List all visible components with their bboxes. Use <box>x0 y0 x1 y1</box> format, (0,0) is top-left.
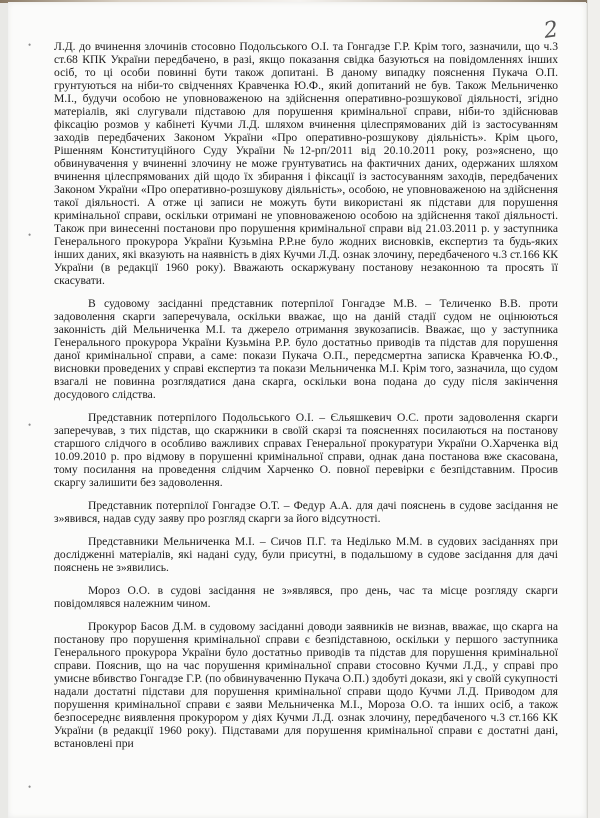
paragraph-moroz-absence: Мороз О.О. в судові засідання не з»являвся, про день, час та місце розгляду скарги повідомлявся належним чином. <box>54 584 558 610</box>
scan-right-edge <box>587 0 600 818</box>
handwritten-page-number: 2 <box>542 17 560 44</box>
document-body <box>54 40 558 760</box>
paragraph-prosecutor-position: Прокурор Басов Д.М. в судовому засіданні доводи заявників не визнав, вважає, що скарга на постанову про порушення кримінальної справи є безпідставною, оскільки у першого заступника Генерального прокурора України було достатньо приводів та підстав для порушення кримінальної справи. Пояснив, що на час порушення кримінальної справи стосовно Кучми Л.Д., у справі про умисне вбивство Гонгадзе Г.Р. (по обвинуваченню Пукача О.П.) здобуті докази, які у своїй сукупності надали достатні підстави для порушення кримінальної справи щодо Кучми Л.Д. Приводом для порушення кримінальної справи є заяви Мельниченка М.І., Мороза О.О. та інших осіб, а також безпосереднє виявлення прокурором у діях Кучми Л.Д. ознак злочину, передбаченого ч.3 ст.166 КК України (в редакції 1960 року). Підставами для порушення кримінальної справи є достатні дані, встановлені при <box>54 620 558 750</box>
paragraph-complaint-arguments: Л.Д. до вчинення злочинів стосовно Подольського О.І. та Гонгадзе Г.Р. Крім того, зазначили, що ч.3 ст.68 КПК України передбачено, в разі, якщо показання свідка базуються на повідомленнях інших осіб, то ці особи повинні бути також допитані. В даному випадку пояснення Пукача О.П. грунтуються на ніби-то свідченнях Кравченка Ю.Ф., який допитаний не був. Також Мельниченко М.І., будучи особою не уповноваженою на здійснення оперативно-розшукової діяльності, згідно матеріалів, які слугували підставою для порушення кримінальної справи, ніби-то здійснював фіксацію розмов у кабінеті Кучми Л.Д. шляхом вчинення цілеспрямованих дій із застосуванням заходів передбачених Законом України «Про оперативно-розшукову діяльність». Крім цього, Рішенням Конституційного Суду України №12-рп/2011 від 20.10.2011 року, роз»яснено, що обвинувачення у вчиненні злочину не може грунтуватись на фактичних даних, одержаних шляхом вчинення цілеспрямованих дій щодо їх збирання і фіксації із застосуванням заходів, передбачених Законом України «Про оперативно-розшукову діяльність», особою, не уповноваженою на здійснення такої діяльності. А отже ці записи не можуть бути використані як підстави для порушення кримінальної справи, оскільки отримані не уповноваженою особою на здійснення такої діяльності. Також при винесенні постанови про порушення кримінальної справи від 21.03.2011 р. у заступника Генерального прокурора України Кузьміна Р.Р.не було жодних висновків, експертиз та будь-яких інших даних, які вказують на наявність в діях Кучми Л.Д. ознак злочину, передбаченого ч.3 ст.166 КК України (в редакції 1960 року). Вважають оскаржувану постанову незаконною та просять її скасувати. <box>54 40 558 287</box>
paragraph-yeliashkevych-position: Представник потерпілого Подольського О.І. – Єльяшкевич О.С. проти задоволення скарги заперечував, з тих підстав, що скаржники в своїй скарзі та поясненнях посилаються на постанову старшого слідчого в особливо важливих справах Генеральної прокуратури України О.Харченка від 10.09.2010 р. про відмову в порушенні кримінальної справи, однак дана постанова вже скасована, тому посилання на проведення слідчим Харченко О. повної перевірки є безпідставним. Просив скаргу залишити без задоволення. <box>54 411 558 489</box>
punch-hole-mark: • <box>28 40 32 50</box>
paragraph-telychenko-position: В судовому засіданні представник потерпілої Гонгадзе М.В. – Теличенко В.В. проти задоволення скарги заперечувала, оскільки вважає, що на даній стадії судом не оцінюються законність дій Мельниченка М.І. та джерело отримання звукозаписів. Вважає, що у заступника Генерального прокурора України Кузьміна Р.Р. було достатньо приводів та підстав для порушення даної кримінальної справи, а саме: покази Пукача О.П., передсмертна записка Кравченка Ю.Ф., висновки проведених у справі експертиз та покази Мельниченка М.І. Крім того, зазначила, що судом взагалі не повинна розглядатися дана скарга, оскільки вона подана до суду після закінчення досудового слідства. <box>54 297 558 401</box>
punch-hole-mark: • <box>28 782 32 792</box>
paragraph-fedur-absence: Представник потерпілої Гонгадзе О.Т. – Федур А.А. для дачі пояснень в судове засідання не з»явився, надав суду заяву про розгляд скарги за його відсутності. <box>54 499 558 525</box>
paragraph-melnychenko-representatives: Представники Мельниченка М.І. – Сичов П.Г. та Неділько М.М. в судових засіданнях при дослідженні матеріалів, які надані суду, були присутні, в подальшому в судове засідання для дачі пояснень не з»явились. <box>54 535 558 574</box>
punch-hole-mark: • <box>28 420 32 430</box>
punch-hole-mark: • <box>28 230 32 240</box>
